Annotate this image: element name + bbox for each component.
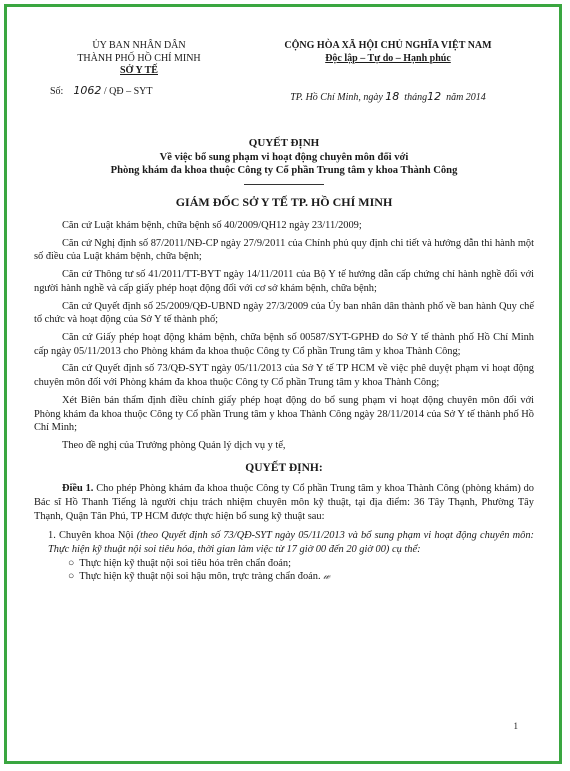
bullet-1-text: Thực hiện kỹ thuật nội soi tiêu hóa trên chẩn đoán; xyxy=(79,557,291,569)
legal-basis-8: Theo đề nghị của Trưởng phòng Quản lý dịch vụ y tế, xyxy=(62,440,286,452)
bullet-2-text: Thực hiện kỹ thuật nội soi hậu môn, trực tràng chẩn đoán. xyxy=(79,571,321,583)
issuer-block xyxy=(34,40,244,98)
legal-basis-1: Căn cứ Luật khám bệnh, chữa bệnh số 40/2009/QH12 ngày 23/11/2009; xyxy=(62,219,362,231)
so-suffix: / QĐ – SYT xyxy=(103,85,153,97)
legal-basis-4: Căn cứ Quyết định số 25/2009/QĐ-UBND ngày 27/3/2009 của Ủy ban nhân dân thành phố về ban hành Quy chế tổ chức và hoạt động của Sở Y tế thành phố; xyxy=(34,300,534,326)
issuer-line-2: THÀNH PHỐ HỒ CHÍ MINH xyxy=(77,52,201,64)
article-1-text: Cho phép Phòng khám đa khoa thuộc Công ty Cổ phần Trung tâm y khoa Thành Công (phòng khám) do Bác sĩ Hồ Thanh Tiếng là người chịu trách nhiệm chuyên môn kỹ thuật, tại địa điểm: 36 Tây Thạnh, Phường Tây Thạnh, Quận Tân Phú, TP HCM được thực hiện bổ sung kỹ thuật sau: xyxy=(34,483,534,522)
so-label: Số: xyxy=(50,85,64,97)
issuer-line-1: ỦY BAN NHÂN DÂN xyxy=(92,40,186,51)
item-1 xyxy=(48,529,534,556)
date-prefix: TP. Hồ Chí Minh, ngày xyxy=(290,92,383,103)
decision-subtitle-2: Phòng khám đa khoa thuộc Công ty Cổ phần Trung tâm y khoa Thành Công xyxy=(110,165,458,177)
item-1-bullet-1: ○ Thực hiện kỹ thuật nội soi tiêu hóa trên chẩn đoán; xyxy=(68,557,291,569)
issuer-department: SỞ Y TẾ xyxy=(120,65,158,76)
date-month: 12 xyxy=(427,90,442,103)
item-1-label: 1. Chuyên khoa Nội xyxy=(48,530,134,542)
so-number-handwritten: 1062 xyxy=(73,83,102,97)
article-1-label: Điều 1. xyxy=(62,483,94,495)
item-1-note: (theo Quyết định số 73/QĐ-SYT ngày 05/11/2013 và bổ sung phạm vi hoạt động chuyên môn: Thực hiện kỹ thuật nội soi tiêu hóa, thời gian làm việc từ 17 giờ 00 đến 20 giờ 00) cụ thể: xyxy=(48,530,534,555)
document-page xyxy=(34,40,534,584)
national-motto-block xyxy=(242,40,534,103)
article-1 xyxy=(34,482,534,523)
legal-basis-7: Xét Biên bản thẩm định điều chỉnh giấy phép hoạt động do bổ sung phạm vi hoạt động chuyên môn đối với Phòng khám đa khoa thuộc Công ty Cổ phần Trung tâm y khoa Thành Công ngày 28/11/2014 của Sở Y tế thành phố Hồ Chí Minh; xyxy=(34,394,534,434)
legal-basis-5: Căn cứ Giấy phép hoạt động khám bệnh, chữa bệnh số 00587/SYT-GPHĐ do Sở Y tế thành phố Hồ Chí Minh cấp ngày 05/11/2013 cho Phòng khám đa khoa thuộc Công ty Cổ phần Trung tâm y khoa Thành Công; xyxy=(34,332,534,357)
initial-mark: 𝓌 xyxy=(323,571,331,583)
legal-basis-6: Căn cứ Quyết định số 73/QĐ-SYT ngày 05/11/2013 của Sở Y tế TP HCM về việc phê duyệt phạm vi hoạt động chuyên môn đối với Phòng khám đa khoa thuộc Công ty Cổ phần Trung tâm y khoa Thành Công; xyxy=(34,363,534,389)
issue-date xyxy=(242,90,534,105)
decision-subtitle-1: Về việc bổ sung phạm vi hoạt động chuyên môn đối với xyxy=(159,151,409,163)
country-name: CỘNG HÒA XÃ HỘI CHỦ NGHĨA VIỆT NAM xyxy=(284,40,492,51)
issuing-authority: GIÁM ĐỐC SỞ Y TẾ TP. HỒ CHÍ MINH xyxy=(175,195,393,210)
legal-basis-3: Căn cứ Thông tư số 41/2011/TT-BYT ngày 14/11/2011 của Bộ Y tế hướng dẫn cấp chứng chỉ hành nghề đối với người hành nghề và cấp giấy phép hoạt động đối với cơ sở khám bệnh, chữa bệnh; xyxy=(34,269,534,294)
page-number: 1 xyxy=(513,721,518,731)
legal-basis-2: Căn cứ Nghị định số 87/2011/NĐ-CP ngày 27/9/2011 của Chính phủ quy định chi tiết và hướng dẫn thi hành một số điều của Luật khám bệnh, chữa bệnh; xyxy=(34,237,534,263)
date-day: 18 xyxy=(385,90,400,103)
document-header xyxy=(34,40,534,130)
motto: Độc lập – Tự do – Hạnh phúc xyxy=(325,52,451,64)
decision-title: QUYẾT ĐỊNH xyxy=(248,137,320,149)
item-1-bullet-2: ○ Thực hiện kỹ thuật nội soi hậu môn, trực tràng chẩn đoán. 𝓌 xyxy=(68,571,331,583)
date-month-label: tháng xyxy=(404,92,428,103)
document-number xyxy=(34,84,244,99)
title-divider xyxy=(244,184,324,185)
date-year: năm 2014 xyxy=(446,92,486,103)
decides-heading: QUYẾT ĐỊNH: xyxy=(245,461,323,474)
